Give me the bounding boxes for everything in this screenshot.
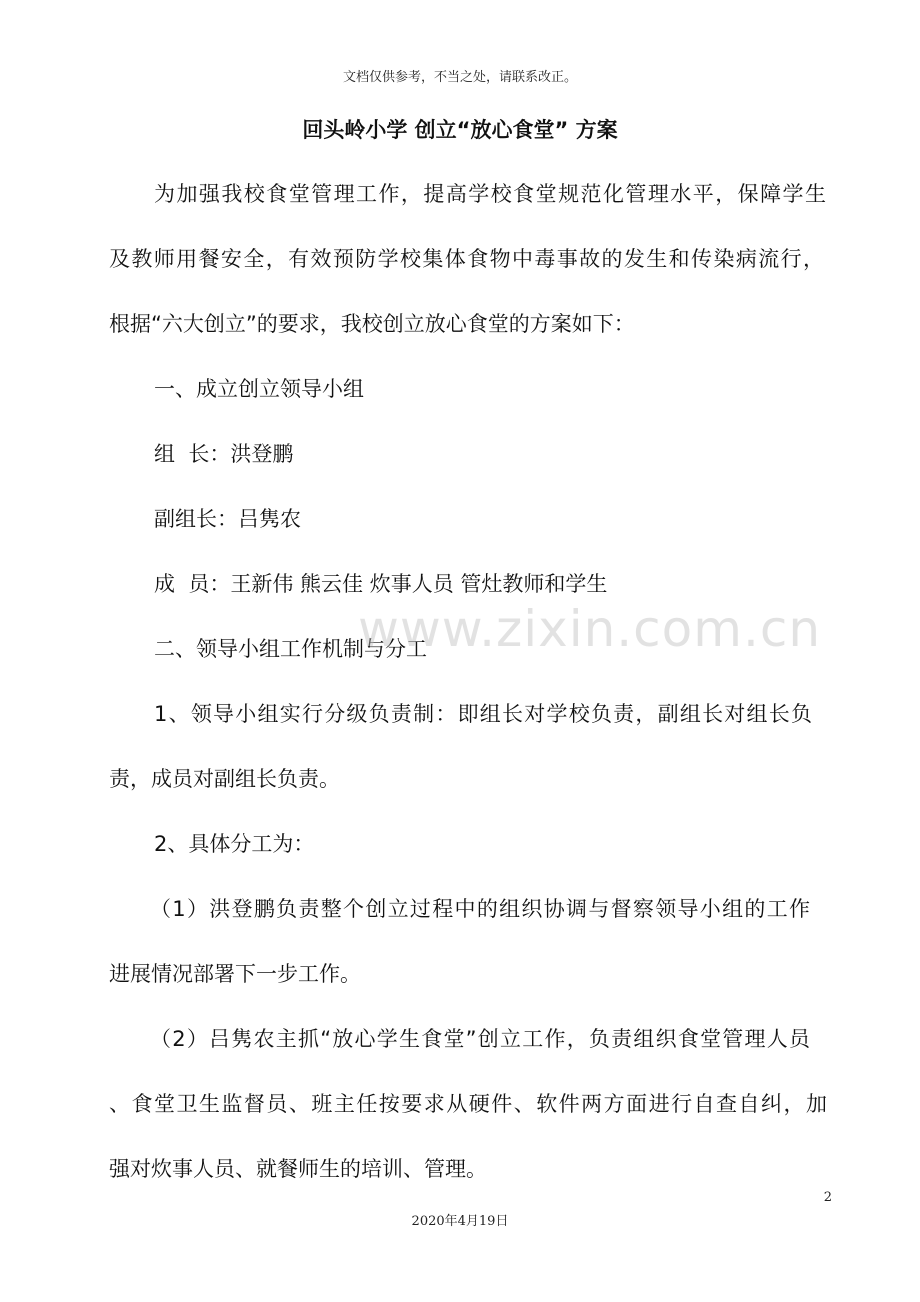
body-line-3: 根据“六大创立”的要求，我校创立放心食堂的方案如下： <box>109 312 635 336</box>
body-line-9: 1、领导小组实行分级负责制：即组长对学校负责，副组长对组长负 <box>154 702 812 726</box>
deputy-leader-line: 副组长：吕隽农 <box>154 507 301 531</box>
body-line-14: （2）吕隽农主抓“放心学生食堂”创立工作，负责组织食堂管理人员 <box>150 1027 810 1051</box>
footer-date: 2020年4月19日 <box>411 1214 509 1229</box>
body-line-15: 、食堂卫生监督员、班主任按要求从硬件、软件两方面进行自查自纠，加 <box>109 1092 827 1116</box>
page-number: 2 <box>823 1190 832 1205</box>
body-line-13: 进展情况部署下一步工作。 <box>109 962 361 986</box>
team-leader-line: 组 长：洪登鹏 <box>154 442 294 466</box>
header-note: 文档仅供参考，不当之处，请联系改正。 <box>342 70 577 85</box>
members-line: 成 员：王新伟 熊云佳 炊事人员 管灶教师和学生 <box>154 572 608 596</box>
watermark: www.zixin.com.cn <box>358 600 822 658</box>
body-line-10: 责，成员对副组长负责。 <box>109 767 340 791</box>
body-line-16: 强对炊事人员、就餐师生的培训、管理。 <box>109 1157 487 1181</box>
body-line-11: 2、具体分工为： <box>154 832 315 856</box>
section-heading-2: 二、领导小组工作机制与分工 <box>154 637 427 661</box>
section-heading-1: 一、成立创立领导小组 <box>154 377 364 401</box>
page-title: 回头岭小学 创立“放心食堂” 方案 <box>302 118 618 142</box>
body-line-1: 为加强我校食堂管理工作，提高学校食堂规范化管理水平，保障学生 <box>154 182 826 206</box>
body-line-12: （1）洪登鹏负责整个创立过程中的组织协调与督察领导小组的工作 <box>150 897 810 921</box>
body-line-2: 及教师用餐安全，有效预防学校集体食物中毒事故的发生和传染病流行， <box>109 247 824 271</box>
